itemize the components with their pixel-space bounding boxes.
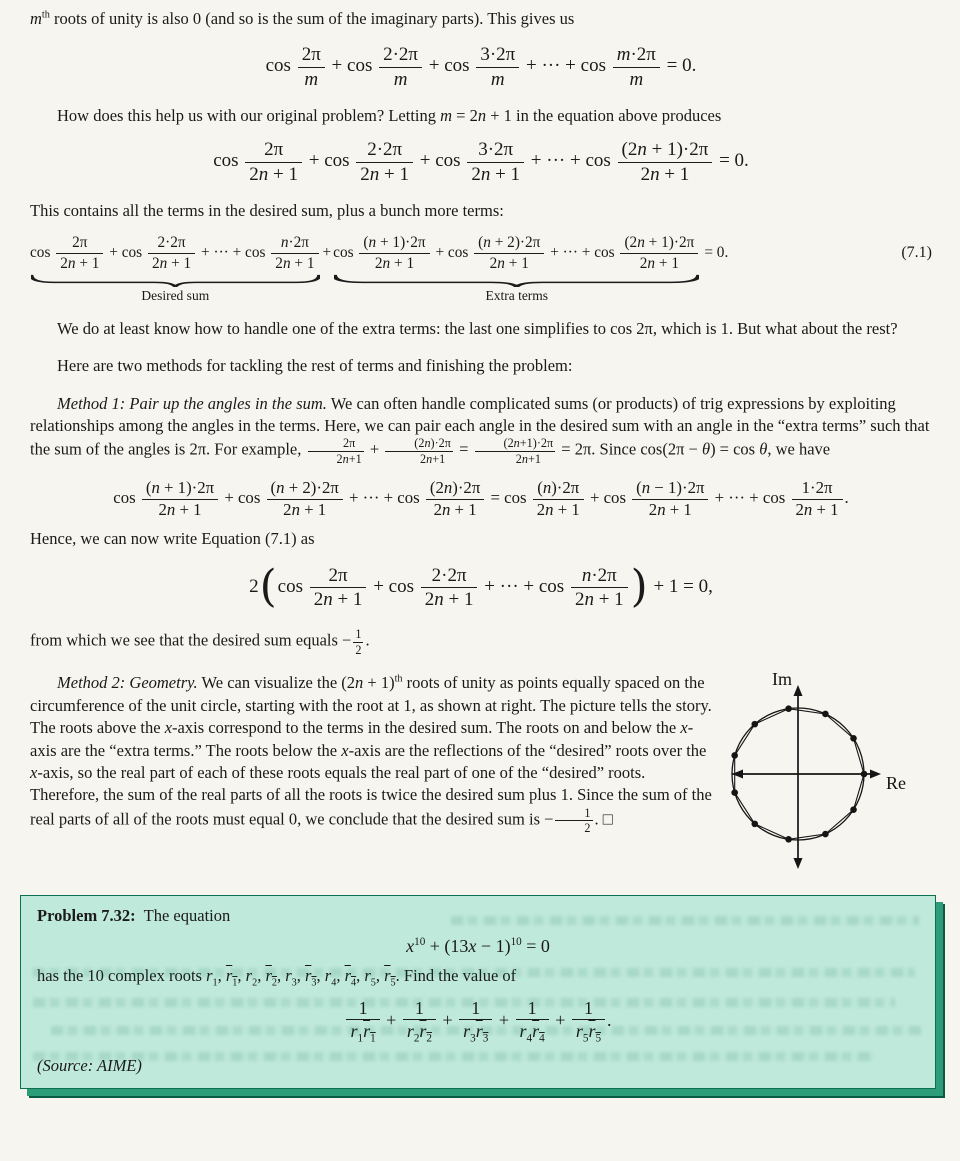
extra-terms-group (333, 234, 700, 303)
im-axis-label: Im (772, 672, 792, 690)
desired-sum-terms: cos $\frac{2\pi}{2n + 1}$ + cos $\frac{2\cdot 2\pi}{2n + 1}$ + ··· + cos $\frac{n\cdot 2\pi}{2n + 1}$ (30, 244, 321, 261)
extra-terms-underbrace (334, 274, 699, 304)
problem-body: has the 10 complex roots $r_1$, $r_1$, $r_2$, $r_2$, $r_3$, $r_3$, $r_4$, $r_4$, $r_5$, $r_5$. Find the value of (37, 965, 517, 988)
underbrace-icon (31, 274, 320, 287)
para-extra-terms-note: We do at least know how to handle one of the extra terms: the last one simplifies to cos 2π, which is 1. But what about the rest? (57, 318, 898, 338)
equals-zero: = 0. (704, 244, 729, 261)
problem-intro: The equation (143, 906, 231, 926)
para-original-problem: How does this help us with our original problem? Letting m = 2n + 1 in the equation above produces (57, 105, 722, 125)
para-method-2: Method 2: Geometry. We can visualize the $(2n + 1)^{th}$ roots of unity as points equally spaced on the circumference of the unit circle, starting with the root at 1, as shown at right. The picture tells the story. The roots above the x-axis correspond to the terms in the desired sum. The roots on and below the x-axis are the “extra terms.” The roots below the x-axis are the reflections of the “desired” roots over the x-axis, so the real part of each of these roots equals the real part of one of the “desired” roots. Therefore, the sum of the real parts of all the roots is twice the desired sum plus 1. Since the sum of the real parts of all of the roots must equal 0, we conclude that the desired sum is − $\frac{1}{2}$ . □ (30, 673, 712, 836)
para-roots-of-unity: $m^{th}$ roots of unity is also 0 (and so is the sum of the imaginary parts). This gives us (30, 9, 575, 28)
re-axis-label: Re (886, 773, 906, 794)
problem-sum-expression: $\frac{1}{r_1r_1}$ + $\frac{1}{r_2r_2}$ + $\frac{1}{r_3r_3}$ + $\frac{1}{r_4r_4}$ + $\frac{1}{r_5r_5}$ . (37, 998, 919, 1045)
extra-terms-label: Extra terms (485, 287, 549, 303)
plus-sign: + (322, 244, 332, 261)
para-desired-sum-result: from which we see that the desired sum equals − $\frac{1}{2}$ . (30, 627, 370, 657)
problem-heading-line (37, 905, 919, 927)
problem-source: (Source: AIME) (37, 1056, 142, 1076)
para-hence: Hence, we can now write Equation (7.1) as (30, 528, 315, 548)
roots-of-unity-figure (726, 672, 932, 877)
equation-hence: 2(cos $\frac{2\pi}{2n + 1}$ + cos $\frac{2\cdot 2\pi}{2n + 1}$ + ··· + cos $\frac{n\cdot 2\pi}{2n + 1}$ ) + 1 = 0, (249, 561, 713, 613)
para-method-1: Method 1: Pair up the angles in the sum. We can often handle complicated sums (or products) of trig expressions by exploiting relationships among the angles in the terms. Here, we can pair each angle in the desired sum with an angle in the “extra terms” such that the sum of the angles is 2π. For example, $\frac{2\pi}{2n+1}$ + $\frac{(2n)\cdot 2\pi}{2n+1}$ = $\frac{(2n+1)\cdot 2\pi}{2n+1}$ = 2π. Since cos(2π − θ) = cos θ, we have (30, 393, 930, 466)
problem-equation: $x^{10} + (13x - 1)^{10} = 0$ (406, 935, 550, 956)
equation-roots-2n1: cos $\frac{2\pi}{2n + 1}$ + cos $\frac{2\cdot 2\pi}{2n + 1}$ + cos $\frac{3\cdot 2\pi}{2n + 1}$ + ··· + cos $\frac{(2n + 1)\cdot 2\pi}{2n + 1}$ = 0. (213, 139, 749, 185)
problem-7-32-box (20, 895, 936, 1088)
equation-roots-m: cos $\frac{2\pi}{m}$ + cos $\frac{2\cdot 2\pi}{m}$ + cos $\frac{3\cdot 2\pi}{m}$ + ··· + cos $\frac{m\cdot 2\pi}{m}$ = 0. (265, 44, 697, 90)
roots-of-unity-svg (726, 672, 932, 877)
method-2-section (30, 672, 932, 879)
equation-number: (7.1) (901, 244, 932, 261)
problem-number: Problem 7.32: (37, 906, 136, 926)
desired-sum-label: Desired sum (141, 287, 210, 303)
para-two-methods: Here are two methods for tackling the rest of terms and finishing the problem: (57, 356, 573, 376)
desired-sum-underbrace (31, 274, 320, 304)
desired-sum-group (30, 234, 321, 303)
extra-terms: cos $\frac{(n + 1)\cdot 2\pi}{2n + 1}$ + cos $\frac{(n + 2)\cdot 2\pi}{2n + 1}$ + ··· + cos $\frac{(2n + 1)\cdot 2\pi}{2n + 1}$ (333, 244, 700, 261)
equation-paired-angles: cos $\frac{(n + 1)\cdot 2\pi}{2n + 1}$ + cos $\frac{(n + 2)\cdot 2\pi}{2n + 1}$ + ··· + cos $\frac{(2n)\cdot 2\pi}{2n + 1}$ = cos $\frac{(n)\cdot 2\pi}{2n + 1}$ + cos $\frac{(n - 1)\cdot 2\pi}{2n + 1}$ + ··· + cos $\frac{1\cdot 2\pi}{2n + 1}$ . (113, 478, 849, 520)
equation-7-1 (30, 234, 932, 303)
underbrace-icon (334, 274, 699, 287)
para-contains-terms: This contains all the terms in the desired sum, plus a bunch more terms: (30, 200, 504, 220)
